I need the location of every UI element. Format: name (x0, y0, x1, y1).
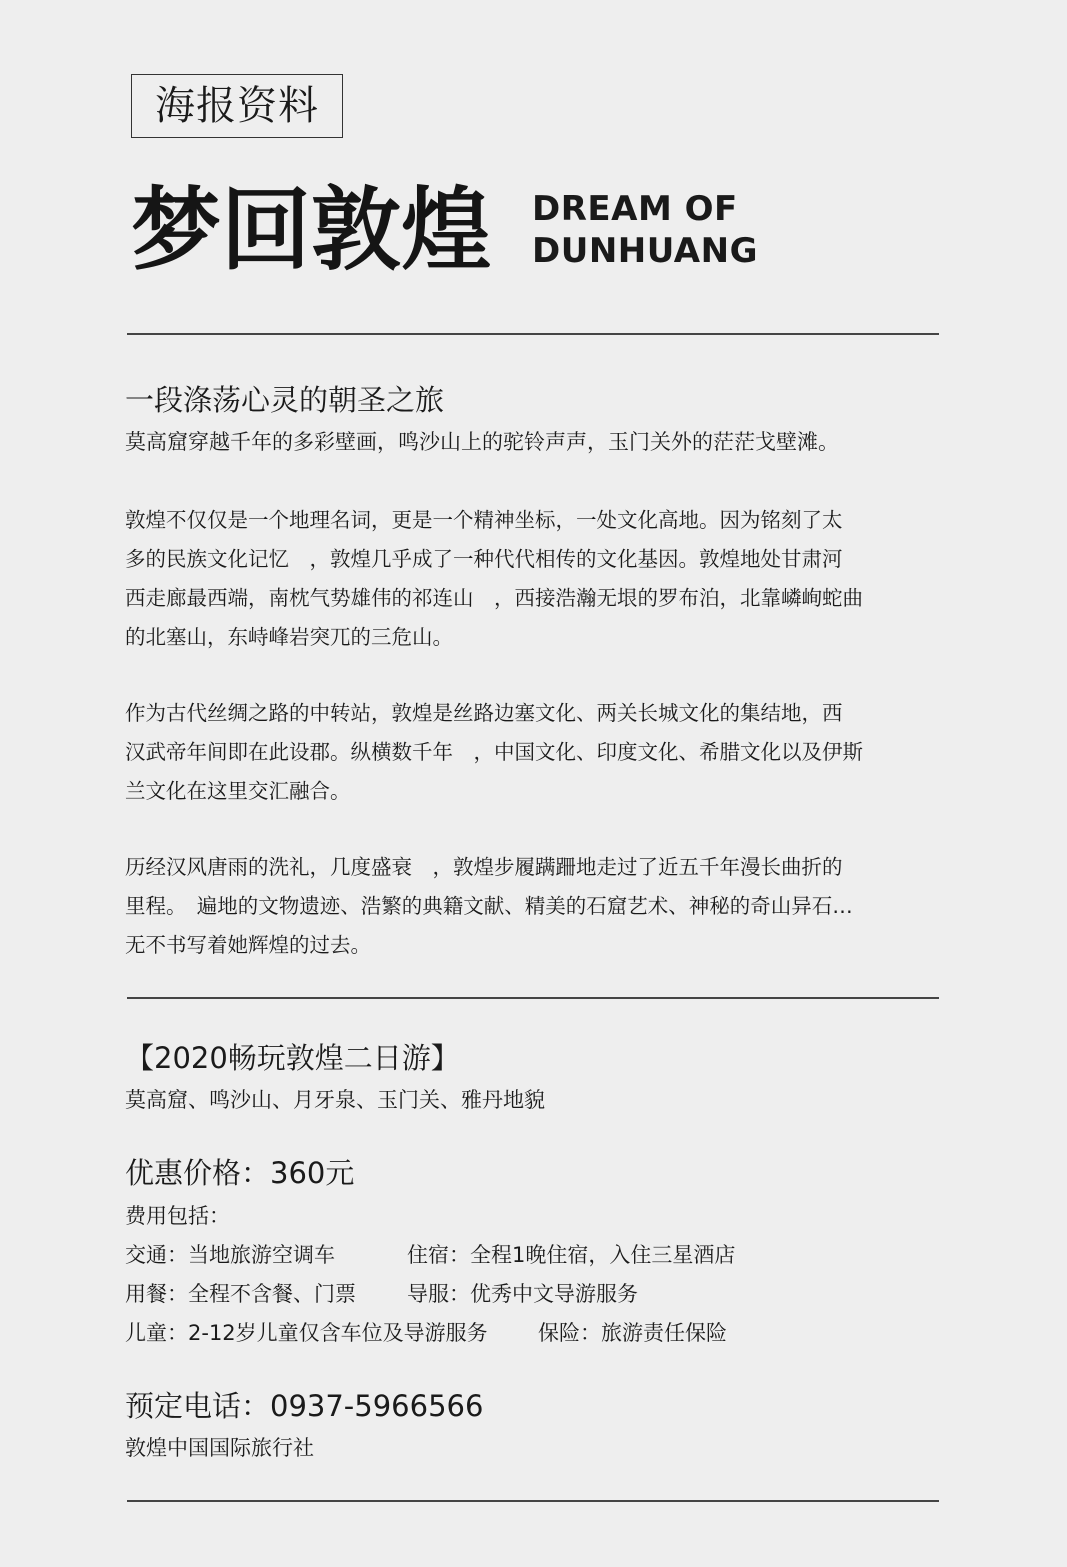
tour-heading: 【2020畅玩敦煌二日游】 (125, 1041, 460, 1075)
price-label: 优惠价格：360元 (125, 1156, 355, 1190)
poster-tag: 海报资料 (131, 74, 343, 138)
includes-item: 住宿：全程1晚住宿，入住三星酒店 (407, 1243, 736, 1267)
tour-spots: 莫高窟、鸣沙山、月牙泉、玉门关、雅丹地貌 (125, 1088, 545, 1112)
includes-item: 保险：旅游责任保险 (538, 1321, 727, 1345)
includes-item: 儿童：2-12岁儿童仅含车位及导游服务 (125, 1321, 488, 1345)
paragraph-line: 里程。 遍地的文物遗迹、浩繁的典籍文献、精美的石窟艺术、神秘的奇山异石… (125, 894, 853, 918)
divider-top (127, 333, 939, 335)
divider-middle (127, 997, 939, 999)
paragraph-line: 历经汉风唐雨的洗礼，几度盛衰 ，敦煌步履蹒跚地走过了近五千年漫长曲折的 (125, 855, 843, 879)
paragraph-line: 敦煌不仅仅是一个地理名词，更是一个精神坐标，一处文化高地。因为铭刻了太 (125, 508, 843, 532)
paragraph-line: 作为古代丝绸之路的中转站，敦煌是丝路边塞文化、两关长城文化的集结地，西 (125, 701, 843, 725)
phone-label: 预定电话：0937-5966566 (125, 1389, 484, 1423)
intro-paragraph-1 (125, 501, 941, 657)
includes-row (125, 1314, 735, 1353)
paragraph-line: 多的民族文化记忆 ，敦煌几乎成了一种代代相传的文化基因。敦煌地处甘肃河 (125, 547, 843, 571)
includes-item: 导服：优秀中文导游服务 (407, 1282, 638, 1306)
agency-name: 敦煌中国国际旅行社 (125, 1436, 314, 1460)
includes-label: 费用包括： (125, 1204, 230, 1228)
intro-lead: 莫高窟穿越千年的多彩壁画，鸣沙山上的驼铃声声，玉门关外的茫茫戈壁滩。 (125, 430, 839, 454)
paragraph-line: 汉武帝年间即在此设郡。纵横数千年 ，中国文化、印度文化、希腊文化以及伊斯 (125, 740, 863, 764)
english-title-line1: DREAM OF (532, 189, 738, 229)
page-title: 梦回敦煌 (131, 178, 491, 283)
includes-item: 交通：当地旅游空调车 (125, 1243, 335, 1267)
includes-row (125, 1236, 735, 1275)
includes-row (125, 1275, 735, 1314)
intro-paragraph-3 (125, 848, 941, 965)
includes-list (125, 1236, 735, 1353)
intro-heading: 一段涤荡心灵的朝圣之旅 (125, 383, 445, 417)
english-title (532, 188, 758, 272)
english-title-line2: DUNHUANG (532, 231, 758, 271)
paragraph-line: 兰文化在这里交汇融合。 (125, 779, 351, 803)
intro-paragraph-2 (125, 694, 941, 811)
paragraph-line: 西走廊最西端，南枕气势雄伟的祁连山 ，西接浩瀚无垠的罗布泊，北靠嶙峋蛇曲 (125, 586, 863, 610)
paragraph-line: 的北塞山，东峙峰岩突兀的三危山。 (125, 625, 453, 649)
includes-item: 用餐：全程不含餐、门票 (125, 1282, 356, 1306)
divider-bottom (127, 1500, 939, 1502)
paragraph-line: 无不书写着她辉煌的过去。 (125, 933, 371, 957)
